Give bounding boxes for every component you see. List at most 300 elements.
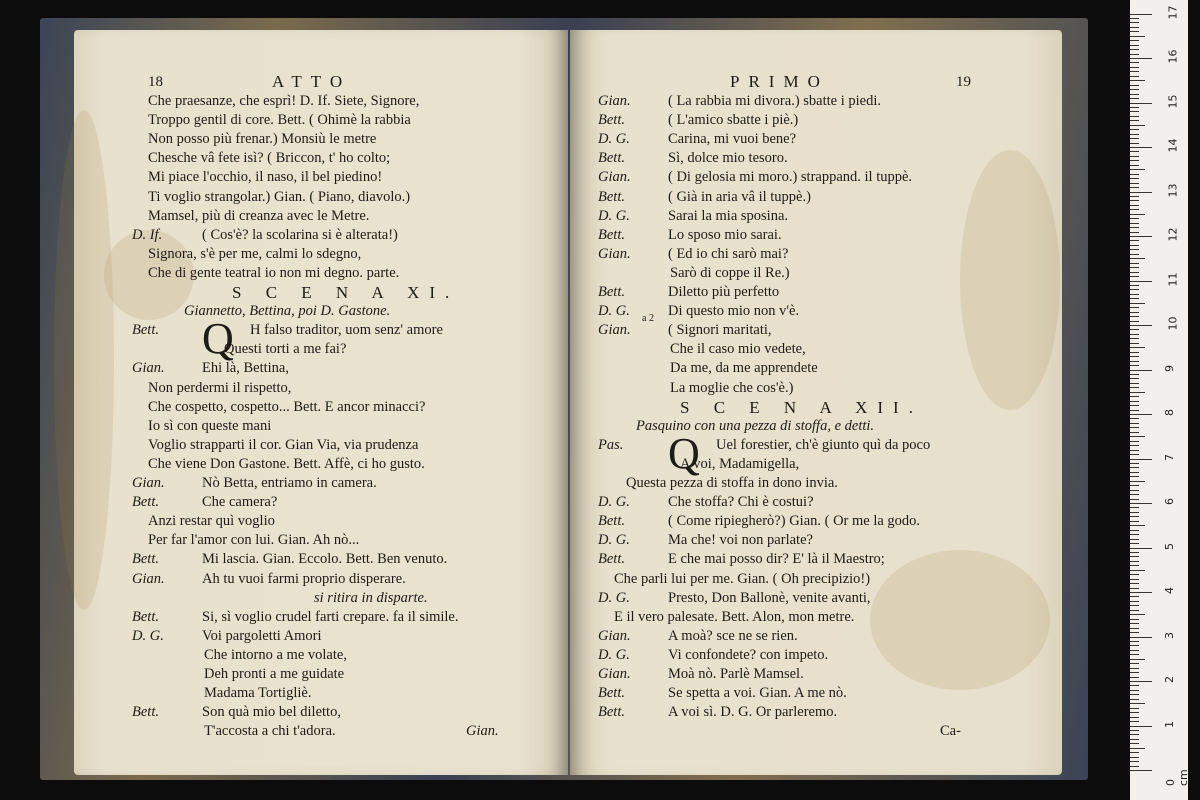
speaker-label: Gian. — [132, 475, 165, 491]
speaker-label: Gian. — [598, 169, 631, 186]
ruler-tick — [1130, 45, 1139, 46]
ruler-label: 6 — [1163, 498, 1176, 505]
line-text: Che intorno a me volate, — [204, 646, 347, 663]
verse-line — [132, 359, 289, 378]
ruler-tick — [1130, 734, 1139, 735]
verse-line — [148, 130, 376, 149]
ruler-label: 15 — [1166, 94, 1180, 108]
ruler-tick — [1130, 507, 1139, 508]
speaker-label: Gian. — [598, 627, 631, 644]
ruler-tick — [1130, 120, 1139, 121]
line-text: Se spetta a voi. Gian. A me nò. — [668, 685, 847, 702]
line-text: Anzi restar quì voglio — [148, 513, 275, 530]
ruler-tick — [1130, 312, 1139, 313]
verse-line — [314, 589, 428, 608]
line-text: Per far l'amor con lui. Gian. Ah nò... — [148, 532, 360, 549]
ruler-tick — [1130, 272, 1139, 273]
line-text: Madama Tortigliè. — [204, 685, 312, 702]
ruler-tick — [1130, 619, 1139, 620]
ruler-tick — [1130, 49, 1139, 50]
line-text: Voglio strapparti il cor. Gian Via, via prudenza — [148, 436, 419, 453]
ruler-tick — [1130, 596, 1139, 597]
ruler-tick — [1130, 22, 1139, 23]
verse-line — [204, 665, 344, 684]
ruler-tick — [1130, 281, 1152, 282]
line-text: Moà nò. Parlè Mamsel. — [668, 666, 804, 682]
ruler-tick — [1130, 343, 1139, 344]
verse-line — [132, 474, 377, 493]
verse-line — [148, 92, 419, 111]
line-text: Lo sposo mio sarai. — [668, 226, 782, 243]
ruler-tick — [1130, 681, 1152, 682]
ruler-tick — [1130, 534, 1139, 535]
line-text: La moglie che cos'è.) — [670, 379, 794, 396]
line-text: Mi lascia. Gian. Eccolo. Bett. Ben venuto. — [202, 551, 448, 568]
verse-line — [598, 302, 799, 321]
ruler-tick — [1130, 548, 1152, 549]
ruler-tick — [1130, 521, 1139, 522]
line-text: Sarai la mia sposina. — [668, 207, 789, 224]
verse-line — [598, 111, 798, 130]
verse-line — [598, 512, 920, 531]
verse-line — [680, 455, 799, 474]
verse-line — [148, 436, 418, 455]
ruler-tick — [1130, 307, 1139, 308]
ruler-tick — [1130, 494, 1139, 495]
ruler-tick — [1130, 605, 1139, 606]
scene-heading — [680, 398, 923, 418]
line-text: Troppo gentil di core. Bett. ( Ohimè la rabbia — [148, 112, 411, 129]
ruler-tick — [1130, 476, 1139, 477]
line-text: Ti voglio strangolar.) Gian. ( Piano, diavolo.) — [148, 188, 411, 205]
ruler-tick — [1130, 708, 1139, 709]
ruler-tick — [1130, 223, 1139, 224]
line-text: Signora, s'è per me, calmi lo sdegno, — [148, 245, 362, 262]
ruler-tick — [1130, 365, 1139, 366]
ruler-tick — [1130, 401, 1139, 402]
ruler-tick — [1130, 205, 1139, 206]
ruler-tick — [1130, 530, 1139, 531]
line-text: ( L'amico sbatte i piè.) — [668, 112, 799, 129]
ruler-label: 11 — [1166, 272, 1180, 286]
verse-line — [940, 722, 961, 741]
verse-line — [204, 722, 336, 741]
line-text: Diletto più perfetto — [668, 284, 780, 300]
ruler-tick — [1130, 499, 1139, 500]
ruler-tick — [1130, 481, 1145, 482]
ruler-tick — [1130, 610, 1139, 611]
line-text: Pasquino con una pezza di stoffa, e detti. — [636, 417, 875, 434]
ruler-tick — [1130, 721, 1139, 722]
ruler-tick — [1130, 134, 1139, 135]
ruler-tick — [1130, 770, 1152, 771]
ruler-tick — [1130, 427, 1139, 428]
ruler-tick — [1130, 423, 1139, 424]
speaker-label: Bett. — [598, 284, 625, 300]
line-text: Son quà mio bel diletto, — [202, 704, 341, 721]
ruler-tick — [1130, 156, 1139, 157]
speaker-label: D. G. — [598, 303, 630, 320]
speaker-label: Gian. — [132, 360, 165, 377]
ruler-label: 7 — [1163, 453, 1176, 461]
ruler-tick — [1130, 690, 1139, 691]
verse-line — [148, 207, 369, 226]
ruler-tick — [1130, 588, 1139, 589]
speaker-label: Bett. — [598, 704, 625, 721]
ruler-tick — [1130, 249, 1139, 250]
ruler-tick — [1130, 254, 1139, 255]
speaker-label: Bett. — [132, 494, 159, 511]
ruler-tick — [1130, 298, 1139, 299]
verse-line — [132, 703, 341, 722]
ruler-tick — [1130, 374, 1139, 375]
verse-line — [626, 474, 838, 493]
ruler-tick — [1130, 316, 1139, 317]
ruler-tick — [1130, 240, 1139, 241]
ruler-tick — [1130, 396, 1139, 397]
line-text: Questa pezza di stoffa in dono invia. — [626, 475, 838, 491]
line-text: Deh pronti a me guidate — [204, 666, 345, 682]
verse-line — [598, 646, 828, 665]
ruler-tick — [1130, 40, 1139, 41]
ruler-tick — [1130, 663, 1139, 664]
verse-line — [132, 608, 459, 627]
ruler-tick — [1130, 392, 1145, 393]
line-text: Che viene Don Gastone. Bett. Affè, ci ho gusto. — [148, 455, 425, 472]
ruler-tick — [1130, 98, 1139, 99]
ruler-tick — [1130, 89, 1139, 90]
line-text: Da me, da me apprendete — [670, 360, 818, 377]
ruler-tick — [1130, 552, 1139, 553]
ruler-tick — [1130, 556, 1139, 557]
verse-line — [132, 570, 406, 589]
line-text: Questi torti a me fai? — [224, 341, 347, 358]
verse-line — [598, 168, 912, 187]
ruler-label: 16 — [1166, 49, 1180, 64]
line-text: si ritira in disparte. — [314, 589, 428, 606]
ruler-tick — [1130, 138, 1139, 139]
ruler-tick — [1130, 490, 1139, 491]
line-text: Sarò di coppe il Re.) — [670, 264, 790, 281]
speaker-label: Bett. — [132, 322, 159, 339]
line-text: S C E N A XI. — [232, 283, 460, 302]
ruler-tick — [1130, 352, 1139, 353]
ruler-tick — [1130, 539, 1139, 540]
page-number: 19 — [956, 74, 971, 90]
verse-line — [148, 398, 425, 417]
line-text: Che camera? — [202, 494, 278, 511]
verse-line — [670, 264, 790, 283]
ruler-tick — [1130, 76, 1139, 77]
ruler-tick — [1130, 325, 1152, 326]
verse-line — [598, 149, 788, 168]
scene-heading — [232, 283, 459, 303]
line-text: Uel forestier, ch'è giunto quì da poco — [716, 436, 931, 453]
ruler-tick — [1130, 516, 1139, 517]
ruler-tick — [1130, 459, 1152, 460]
line-text: ( Cos'è? la scolarina si è alterata!) — [202, 226, 398, 243]
ruler-tick — [1130, 654, 1139, 655]
ruler-tick — [1130, 628, 1139, 629]
speaker-label: D. G. — [132, 627, 164, 644]
speaker-label: D. G. — [598, 646, 630, 663]
ruler-tick — [1130, 694, 1139, 695]
ruler-tick — [1130, 129, 1139, 130]
ruler-tick — [1130, 160, 1139, 161]
ruler-tick — [1130, 574, 1139, 575]
ruler-tick — [1130, 245, 1139, 246]
verse-line — [148, 188, 410, 207]
verse-line — [614, 570, 870, 589]
line-text: T'accosta a chi t'adora. — [204, 723, 336, 740]
verse-line — [598, 493, 814, 512]
line-text: Ma che! voi non parlate? — [668, 532, 813, 549]
line-text: Che praesanze, che esprì! D. If. Siete, Signore, — [148, 93, 420, 109]
ruler-tick — [1130, 192, 1152, 193]
speaker-label: Gian. — [598, 666, 631, 682]
ruler-tick — [1130, 107, 1139, 108]
ruler-tick — [1130, 209, 1139, 210]
line-text: Carina, mi vuoi bene? — [668, 131, 797, 148]
verse-line — [148, 531, 359, 550]
ruler-tick — [1130, 80, 1145, 81]
ruler-label: 17 — [1166, 5, 1180, 19]
verse-line — [598, 703, 837, 722]
ruler-label: 4 — [1163, 587, 1176, 594]
ruler-tick — [1130, 592, 1152, 593]
verse-line — [148, 379, 291, 398]
line-text: A voi, Madamigella, — [680, 455, 800, 472]
ruler-tick — [1130, 361, 1139, 362]
ruler-tick — [1130, 143, 1139, 144]
ruler-tick — [1130, 62, 1139, 63]
drop-cap: Q — [668, 428, 700, 478]
ruler-tick — [1130, 200, 1139, 201]
ruler-tick — [1130, 543, 1139, 544]
left-page — [74, 30, 568, 775]
verse-line — [132, 226, 398, 245]
ruler-tick — [1130, 383, 1139, 384]
ruler-tick — [1130, 94, 1139, 95]
ruler-tick — [1130, 445, 1139, 446]
line-text: Sì, dolce mio tesoro. — [668, 150, 788, 167]
verse-line — [204, 646, 347, 665]
ruler-tick — [1130, 67, 1139, 68]
line-text: ( Di gelosia mi moro.) strappand. il tuppè. — [668, 169, 913, 186]
ruler-tick — [1130, 641, 1139, 642]
ruler-tick — [1130, 450, 1139, 451]
line-text: Ah tu vuoi farmi proprio disperare. — [202, 570, 406, 587]
drop-cap: Q — [202, 314, 234, 364]
ruler-tick — [1130, 18, 1139, 19]
ruler-tick — [1130, 183, 1139, 184]
ruler-tick — [1130, 111, 1139, 112]
ruler-tick — [1130, 236, 1152, 237]
line-text: S C E N A XII. — [680, 397, 923, 417]
ruler-tick — [1130, 258, 1145, 259]
ruler-tick — [1130, 174, 1139, 175]
ruler-tick — [1130, 761, 1139, 762]
running-header: PRIMO — [730, 72, 829, 91]
ruler-tick — [1130, 432, 1139, 433]
verse-line — [148, 512, 275, 531]
line-text: ( Ed io chi sarò mai? — [668, 245, 789, 262]
verse-line — [204, 684, 311, 703]
ruler-tick — [1130, 178, 1139, 179]
ruler-tick — [1130, 668, 1139, 669]
speaker-label: D. G. — [598, 494, 630, 511]
speaker-label: Bett. — [598, 188, 625, 205]
speaker-label: Bett. — [598, 513, 625, 530]
ruler-tick — [1130, 525, 1145, 526]
verse-line — [148, 264, 399, 283]
ruler-tick — [1130, 125, 1145, 126]
ruler-tick — [1130, 637, 1152, 638]
verse-line — [598, 665, 804, 684]
ruler-tick — [1130, 387, 1139, 388]
ruler-label: 14 — [1166, 138, 1180, 153]
ruler-tick — [1130, 561, 1139, 562]
ruler-tick — [1130, 54, 1139, 55]
ruler-tick — [1130, 703, 1145, 704]
ruler-tick — [1130, 410, 1139, 411]
ruler-tick — [1130, 739, 1139, 740]
line-text: Che il caso mio vedete, — [670, 341, 806, 358]
ruler-tick — [1130, 116, 1139, 117]
ruler-label: 12 — [1166, 227, 1180, 242]
verse-line — [224, 340, 346, 359]
ruler-tick — [1130, 565, 1139, 566]
line-text: Io sì con queste mani — [148, 417, 272, 434]
verse-line — [670, 379, 793, 398]
ruler-tick — [1130, 414, 1152, 415]
speaker-label: Bett. — [598, 150, 625, 167]
ruler-tick — [1130, 289, 1139, 290]
ruler-tick — [1130, 232, 1139, 233]
ruler-tick — [1130, 650, 1139, 651]
verse-line — [598, 684, 847, 703]
ruler-tick — [1130, 147, 1152, 148]
ruler-tick — [1130, 757, 1139, 758]
ruler-tick — [1130, 14, 1152, 15]
verse-line — [148, 417, 271, 436]
speaker-label: Bett. — [598, 551, 625, 568]
verse-line — [598, 627, 798, 646]
ruler-tick — [1130, 418, 1139, 419]
ruler-tick — [1130, 347, 1145, 348]
line-text: Che stoffa? Chi è costui? — [668, 494, 814, 511]
ruler-tick — [1130, 512, 1139, 513]
speaker-label: D. G. — [598, 207, 630, 224]
ruler-tick — [1130, 321, 1139, 322]
speaker-label: Bett. — [598, 226, 625, 243]
ruler-tick — [1130, 276, 1139, 277]
ruler-tick — [1130, 623, 1139, 624]
ruler-tick — [1130, 485, 1139, 486]
verse-line — [598, 207, 788, 226]
speaker-label: Bett. — [132, 704, 159, 721]
ruler-tick — [1130, 752, 1139, 753]
ruler-tick — [1130, 730, 1139, 731]
ruler-tick — [1130, 632, 1139, 633]
verse-line — [132, 493, 277, 512]
speaker-label: Bett. — [132, 551, 159, 568]
ruler-tick — [1130, 672, 1139, 673]
ruler-tick — [1130, 196, 1139, 197]
speaker-label: Gian. — [598, 93, 631, 109]
ruler-tick — [1130, 263, 1139, 264]
verse-line — [148, 455, 425, 474]
ruler-tick — [1130, 378, 1139, 379]
ruler-tick — [1130, 441, 1139, 442]
verse-line — [598, 188, 811, 207]
ruler-tick — [1130, 169, 1145, 170]
verse-line — [614, 608, 854, 627]
ruler-tick — [1130, 570, 1145, 571]
speaker-label: Gian. — [132, 570, 165, 587]
ruler-label: 9 — [1163, 364, 1176, 372]
line-text: E il vero palesate. Bett. Alon, mon metre. — [614, 608, 855, 625]
ruler-tick — [1130, 699, 1139, 700]
ruler-tick — [1130, 103, 1152, 104]
ruler-tick — [1130, 338, 1139, 339]
ruler-tick — [1130, 187, 1139, 188]
verse-line — [598, 245, 788, 264]
ruler-tick — [1130, 214, 1145, 215]
line-text: Mamsel, più di creanza avec le Metre. — [148, 207, 370, 224]
ruler-label: 10 — [1166, 316, 1180, 331]
speaker-label: Gian. — [598, 245, 631, 262]
verse-line — [598, 226, 782, 245]
line-text: Chesche vâ fete isì? ( Briccon, t' ho colto; — [148, 150, 391, 167]
line-text: A moà? sce ne se rien. — [668, 627, 798, 644]
ruler-label: 1 — [1163, 720, 1176, 728]
ruler-tick — [1130, 356, 1139, 357]
verse-line — [148, 149, 390, 168]
ruler-tick — [1130, 454, 1139, 455]
ruler-tick — [1130, 766, 1139, 767]
verse-line — [598, 92, 881, 111]
ruler-tick — [1130, 334, 1139, 335]
page-stain — [960, 150, 1060, 410]
speaker-label: D. G. — [598, 131, 630, 148]
verse-line — [148, 245, 361, 264]
ruler-tick — [1130, 303, 1145, 304]
ruler-label: 5 — [1163, 542, 1176, 550]
line-text: ( Già in aria vâ il tuppè.) — [668, 188, 811, 205]
line-text: Voi pargoletti Amori — [202, 627, 322, 644]
ruler-tick — [1130, 370, 1152, 371]
ruler-tick — [1130, 645, 1139, 646]
ruler-tick — [1130, 743, 1139, 744]
line-text: ( Signori maritati, — [668, 322, 772, 339]
ruler-tick — [1130, 294, 1139, 295]
ruler-tick — [1130, 685, 1139, 686]
a2-marker: a 2 — [642, 313, 654, 324]
line-text: Presto, Don Ballonè, venite avanti, — [668, 589, 871, 606]
line-text: Nò Betta, entriamo in camera. — [202, 475, 377, 491]
line-text: Che parli lui per me. Gian. ( Oh precipizio!) — [614, 570, 871, 587]
right-page — [570, 30, 1062, 775]
ruler-tick — [1130, 436, 1145, 437]
ruler-tick — [1130, 659, 1145, 660]
ruler-tick — [1130, 58, 1152, 59]
verse-line — [670, 359, 818, 378]
line-text: Di questo mio non v'è. — [668, 303, 800, 320]
ruler-tick — [1130, 717, 1139, 718]
verse-line — [598, 589, 871, 608]
line-text: Mi piace l'occhio, il naso, il bel piedino! — [148, 169, 383, 186]
